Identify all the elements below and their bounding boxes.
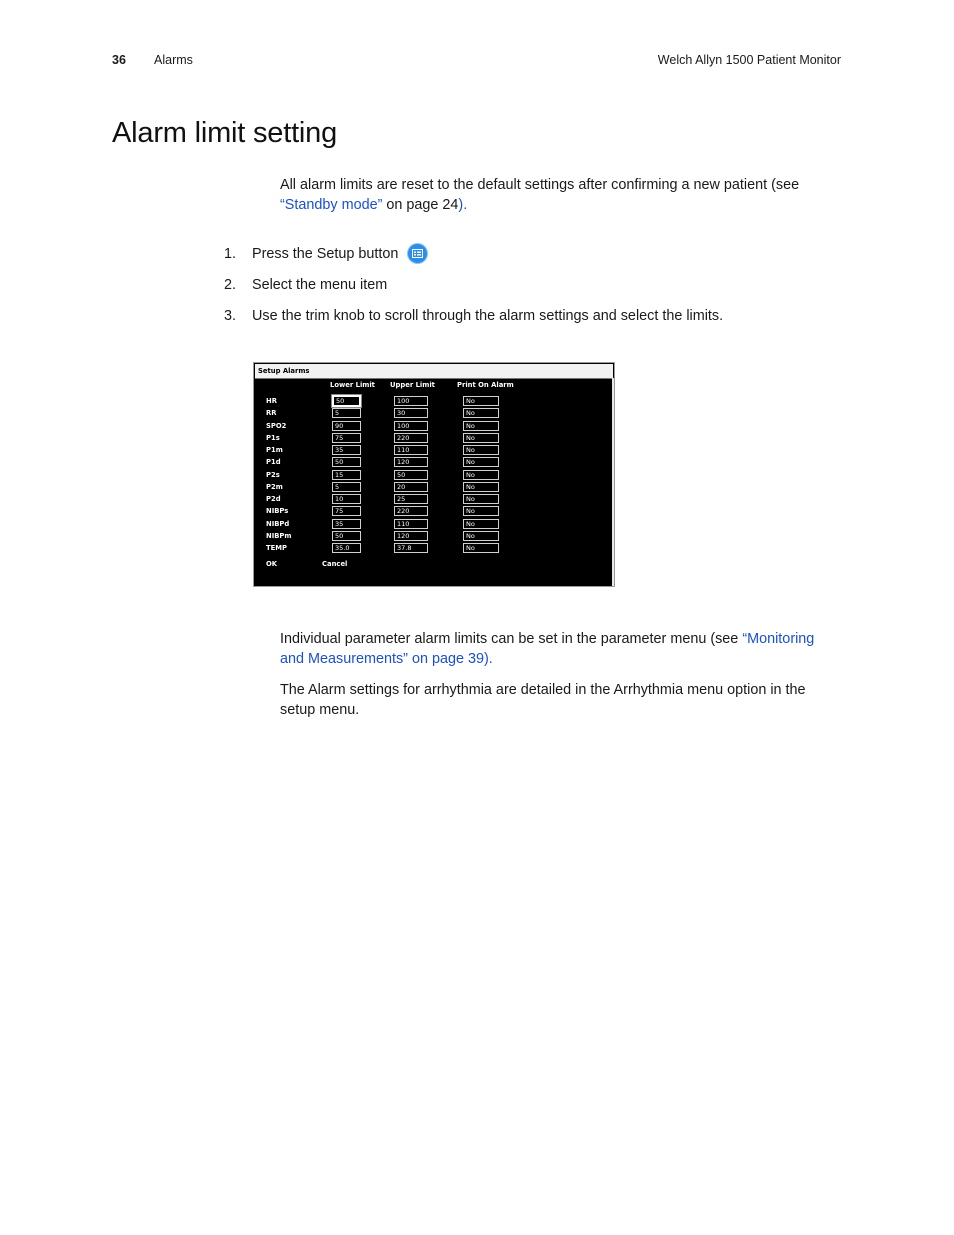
- intro-page-ref: on page 24: [382, 196, 459, 213]
- step-item: [224, 306, 723, 328]
- page-number: 36: [112, 53, 126, 67]
- alarm-row: [254, 408, 612, 420]
- step-text: Select the menu item: [252, 277, 388, 293]
- step-text: Use the trim knob to scroll through the alarm settings and select the limits.: [252, 308, 724, 324]
- monitoring-measurements-link[interactable]: “Monitoring and Measurements” on page 39).: [280, 631, 815, 667]
- lower-limit-field[interactable]: 50: [332, 457, 361, 467]
- upper-limit-field[interactable]: 25: [394, 494, 428, 504]
- screen-edge: [612, 378, 614, 586]
- print-on-alarm-field[interactable]: No: [463, 531, 499, 541]
- lower-limit-field[interactable]: 5: [332, 482, 361, 492]
- parameter-label: NIBPm: [266, 531, 292, 540]
- upper-limit-field[interactable]: 20: [394, 482, 428, 492]
- print-on-alarm-field[interactable]: No: [463, 408, 499, 418]
- print-on-alarm-field[interactable]: No: [463, 470, 499, 480]
- lower-limit-field[interactable]: 15: [332, 470, 361, 480]
- screen-title: Setup Alarms: [258, 367, 310, 375]
- lower-limit-field[interactable]: 75: [332, 506, 361, 516]
- print-on-alarm-field[interactable]: No: [463, 519, 499, 529]
- lower-limit-field[interactable]: 10: [332, 494, 361, 504]
- step-number: 1.: [224, 246, 237, 262]
- intro-paragraph: [280, 176, 840, 215]
- column-header-lower-limit: Lower Limit: [330, 381, 375, 389]
- print-on-alarm-field[interactable]: No: [463, 543, 499, 553]
- upper-limit-field[interactable]: 50: [394, 470, 428, 480]
- upper-limit-field[interactable]: 220: [394, 433, 428, 443]
- upper-limit-field[interactable]: 110: [394, 519, 428, 529]
- column-header-print-on-alarm: Print On Alarm: [457, 381, 514, 389]
- upper-limit-field[interactable]: 120: [394, 457, 428, 467]
- parameter-label: P1s: [266, 433, 280, 442]
- arrhythmia-paragraph: The Alarm settings for arrhythmia are detailed in the Arrhythmia menu option in the setup menu.: [280, 682, 806, 718]
- upper-limit-field[interactable]: 220: [394, 506, 428, 516]
- lower-limit-field[interactable]: 35: [332, 445, 361, 455]
- alarm-row: [254, 494, 612, 506]
- alarm-row: [254, 445, 612, 457]
- step-item: [224, 244, 427, 266]
- lower-limit-field[interactable]: 50: [332, 531, 361, 541]
- upper-limit-field[interactable]: 37.8: [394, 543, 428, 553]
- intro-text: All alarm limits are reset to the default settings after confirming a new patient (see: [280, 177, 800, 193]
- lower-limit-field[interactable]: 90: [332, 421, 361, 431]
- parameter-label: P1d: [266, 458, 281, 467]
- parameter-menu-paragraph: [280, 630, 840, 669]
- alarm-row: [254, 519, 612, 531]
- parameter-label: SPO2: [266, 421, 287, 430]
- alarm-row: [254, 433, 612, 445]
- column-header-upper-limit: Upper Limit: [390, 381, 435, 389]
- upper-limit-field[interactable]: 30: [394, 408, 428, 418]
- alarm-row: [254, 482, 612, 494]
- print-on-alarm-field[interactable]: No: [463, 482, 499, 492]
- intro-closing: ).: [458, 196, 468, 213]
- parameter-label: NIBPd: [266, 519, 290, 528]
- step-number: 3.: [224, 308, 237, 324]
- parameter-label: P2m: [266, 482, 283, 491]
- screen-titlebar: [255, 364, 613, 379]
- print-on-alarm-field[interactable]: No: [463, 421, 499, 431]
- alarm-row: [254, 421, 612, 433]
- upper-limit-field[interactable]: 100: [394, 421, 428, 431]
- alarm-row: [254, 543, 612, 555]
- alarm-row: [254, 396, 612, 408]
- page-header: [112, 53, 841, 71]
- standby-mode-link[interactable]: “Standby mode”: [280, 196, 383, 213]
- lower-limit-field[interactable]: 75: [332, 433, 361, 443]
- step-item: [224, 275, 387, 297]
- parameter-label: P2s: [266, 470, 280, 479]
- lower-limit-field[interactable]: 5: [332, 408, 361, 418]
- print-on-alarm-field[interactable]: No: [463, 506, 499, 516]
- setup-alarms-screen: [253, 362, 615, 587]
- upper-limit-field[interactable]: 100: [394, 396, 428, 406]
- print-on-alarm-field[interactable]: No: [463, 445, 499, 455]
- parameter-label: P1m: [266, 446, 283, 454]
- page-title: Alarm limit setting: [112, 117, 338, 149]
- product-name: Welch Allyn 1500 Patient Monitor: [657, 53, 841, 67]
- cancel-button[interactable]: Cancel: [322, 560, 348, 568]
- step-text: Press the Setup button: [252, 246, 399, 262]
- upper-limit-field[interactable]: 120: [394, 531, 428, 541]
- print-on-alarm-field[interactable]: No: [463, 396, 499, 406]
- lower-limit-field[interactable]: 50: [332, 395, 361, 407]
- alarm-row: [254, 506, 612, 518]
- print-on-alarm-field[interactable]: No: [463, 433, 499, 443]
- parameter-label: HR: [266, 397, 277, 405]
- setup-button-icon: [408, 244, 427, 263]
- lower-limit-field[interactable]: 35.0: [332, 543, 361, 553]
- para2-text: Individual parameter alarm limits can be set in the parameter menu (see: [280, 631, 743, 647]
- alarm-row: [254, 531, 612, 543]
- lower-limit-field[interactable]: 35: [332, 519, 361, 529]
- section-name: Alarms: [154, 53, 193, 67]
- alarm-row: [254, 457, 612, 469]
- print-on-alarm-field[interactable]: No: [463, 457, 499, 467]
- ok-button[interactable]: OK: [266, 560, 278, 568]
- parameter-label: RR: [266, 409, 277, 418]
- step-number: 2.: [224, 277, 237, 293]
- parameter-label: TEMP: [266, 544, 288, 552]
- print-on-alarm-field[interactable]: No: [463, 494, 499, 504]
- alarm-row: [254, 470, 612, 482]
- parameter-label: P2d: [266, 495, 281, 503]
- upper-limit-field[interactable]: 110: [394, 445, 428, 455]
- parameter-label: NIBPs: [266, 507, 289, 516]
